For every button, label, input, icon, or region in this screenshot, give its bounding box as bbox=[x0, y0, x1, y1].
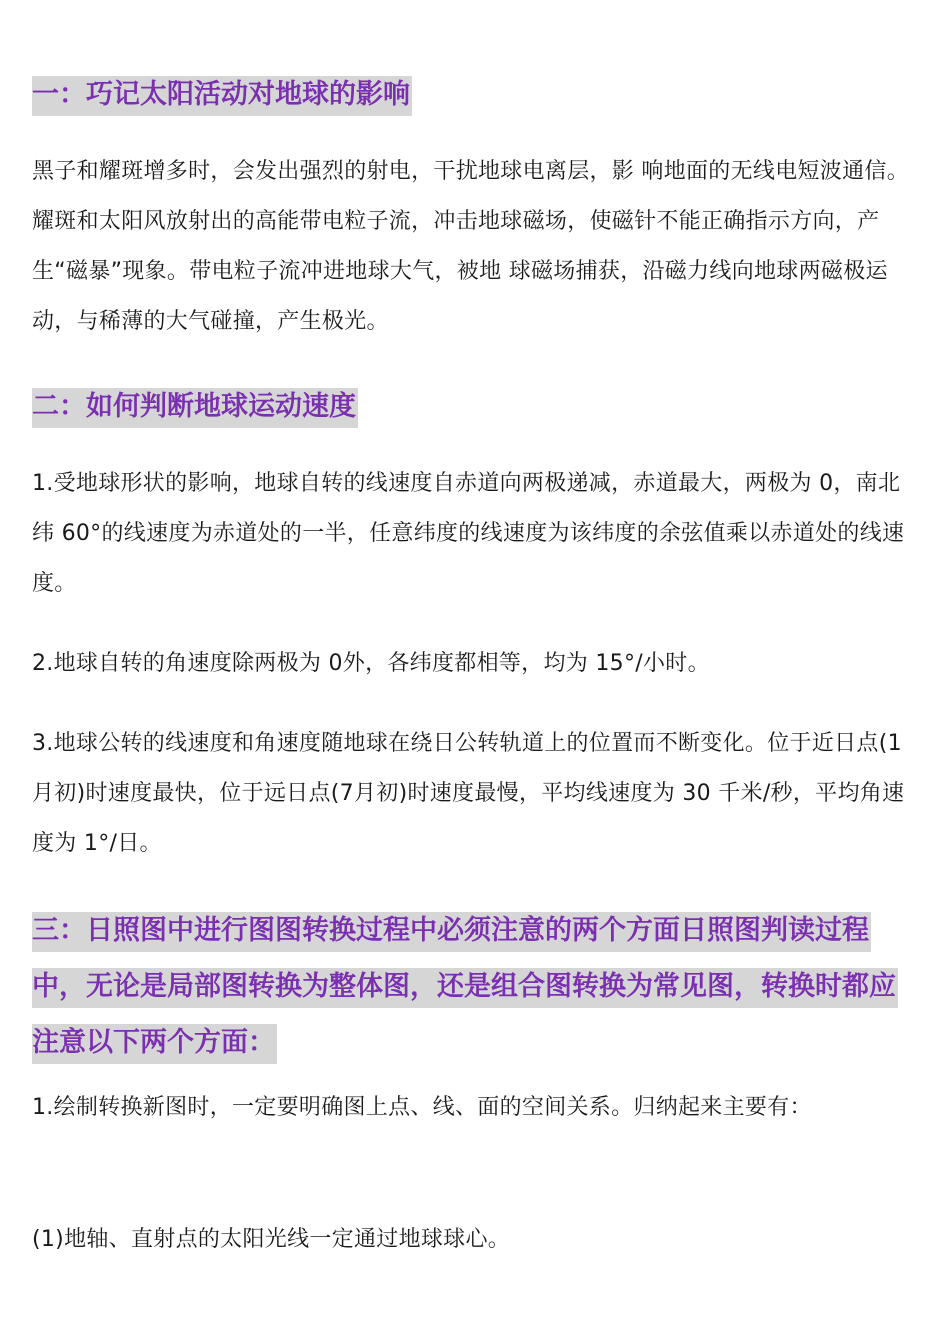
section-1-paragraph: 黑子和耀斑增多时，会发出强烈的射电，干扰地球电离层，影 响地面的无线电短波通信。耀斑和太阳风放射出的高能带电粒子流，冲击地球磁场，使磁针不能正确指示方向，产生“磁暴”现象。带电粒子流冲进地球大气，被地 球磁场捕获，沿磁力线向地球两磁极运动，与稀薄的大气碰撞，产生极光。 bbox=[32, 159, 909, 334]
section-3-item-1-sub-1: (1)地轴、直射点的太阳光线一定通过地球球心。 bbox=[32, 1227, 511, 1252]
section-2-item-3: 3.地球公转的线速度和角速度随地球在绕日公转轨道上的位置而不断变化。位于近日点(1月初)时速度最快，位于远日点(7月初)时速度最慢，平均线速度为 30 千米/秒，平均角速度为 1°/日。 bbox=[32, 731, 905, 856]
section-1-heading: 一：巧记太阳活动对地球的影响 bbox=[32, 76, 412, 116]
section-1-heading-block bbox=[32, 70, 912, 119]
section-3-item-1: 1.绘制转换新图时，一定要明确图上点、线、面的空间关系。归纳起来主要有： bbox=[32, 1095, 812, 1120]
section-2-heading: 二：如何判断地球运动速度 bbox=[32, 388, 358, 428]
section-2-item-1: 1.受地球形状的影响，地球自转的线速度自赤道向两极递减，赤道最大，两极为 0，南北纬 60°的线速度为赤道处的一半，任意纬度的线速度为该纬度的余弦值乘以赤道处的线速度。 bbox=[32, 471, 905, 596]
section-2-heading-block bbox=[32, 382, 912, 431]
section-3-heading: 三：日照图中进行图图转换过程中必须注意的两个方面日照图判读过程中，无论是局部图转换为整体图，还是组合图转换为常见图，转换时都应注意以下两个方面： bbox=[32, 912, 898, 1064]
section-2-item-2: 2.地球自转的角速度除两极为 0外，各纬度都相等，均为 15°/小时。 bbox=[32, 651, 710, 676]
section-3-heading-block bbox=[32, 904, 912, 1072]
